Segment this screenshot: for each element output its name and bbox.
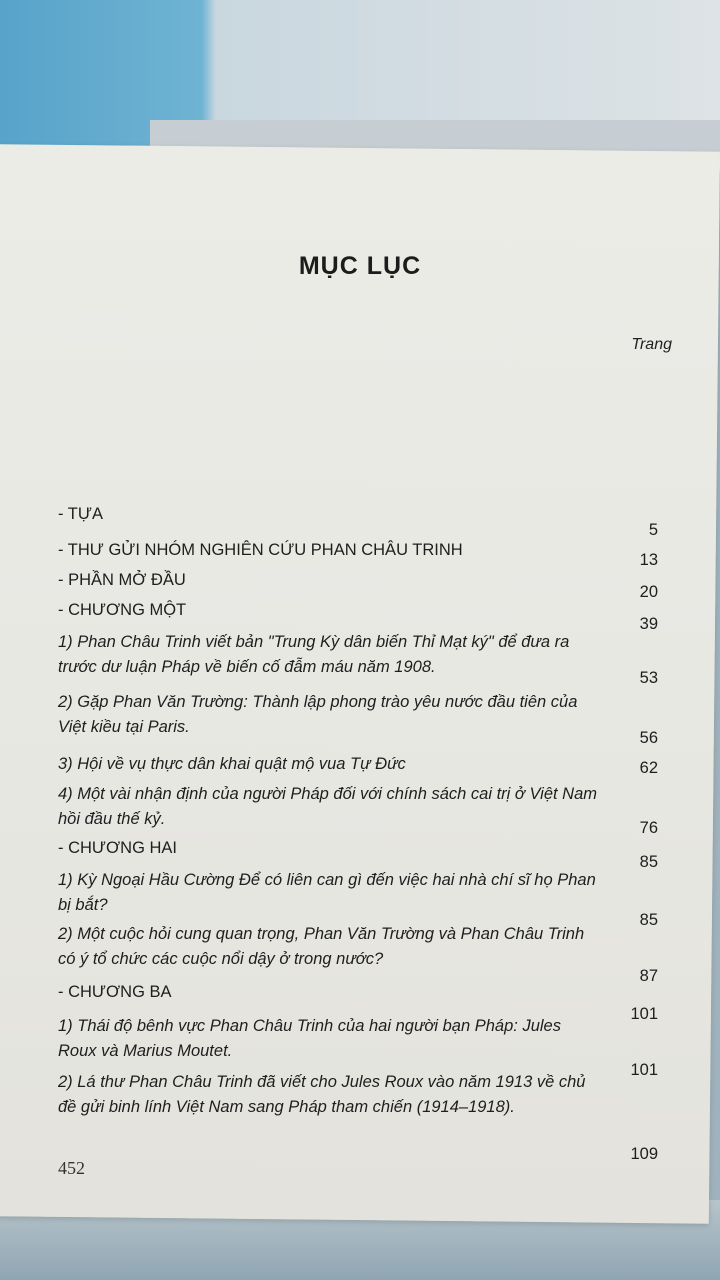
toc-entry-text: 1) Kỳ Ngoại Hầu Cường Để có liên can gì đến việc hai nhà chí sĩ họ Phan bị bắt? [58, 871, 596, 914]
toc-entry-page: 62 [639, 759, 658, 777]
toc-entry [58, 782, 658, 837]
toc-entry [58, 836, 658, 871]
toc-entry [58, 980, 658, 1023]
toc-entry-page: 20 [639, 583, 658, 601]
toc-entry-text: 3) Hội về vụ thực dân khai quật mộ vua Tự Đức [58, 755, 406, 773]
toc-entry [58, 868, 658, 929]
toc-entry [58, 568, 658, 601]
page-column-label: Trang [631, 336, 672, 353]
toc-entry-page: 39 [639, 615, 658, 633]
toc-entry [58, 538, 658, 569]
toc-entry-page: 53 [639, 669, 658, 687]
toc-entry [58, 502, 658, 539]
toc-entry-page: 5 [648, 521, 658, 539]
toc-entry-page: 109 [630, 1145, 658, 1163]
toc-entry-text: 2) Một cuộc hỏi cung quan trọng, Phan Văn Trường và Phan Châu Trinh có ý tổ chức các cuộc nổi dậy ở trong nước? [58, 925, 585, 968]
toc-entry-page: 13 [639, 551, 658, 569]
toc-entry [58, 1070, 658, 1163]
toc-entry-page: 56 [639, 729, 658, 747]
toc-entry-page: 85 [639, 911, 658, 929]
toc-entry-text: 2) Gặp Phan Văn Trường: Thành lập phong trào yêu nước đầu tiên của Việt kiều tại Paris. [58, 693, 578, 736]
toc-entry [58, 752, 658, 777]
toc-entry-text: - THƯ GỬI NHÓM NGHIÊN CỨU PHAN CHÂU TRINH [58, 541, 463, 559]
toc-entry-page: 87 [639, 967, 658, 985]
toc-entry-text: - PHẦN MỞ ĐẦU [58, 571, 186, 589]
toc-entry-page: 85 [639, 853, 658, 871]
toc-entry [58, 630, 658, 687]
toc-entry [58, 690, 658, 747]
toc-entry-page: 101 [630, 1005, 658, 1023]
page-title: MỤC LỤC [298, 252, 422, 280]
toc-entry-text: - CHƯƠNG MỘT [58, 601, 187, 619]
toc-entry-text: 2) Lá thư Phan Châu Trinh đã viết cho Jules Roux vào năm 1913 về chủ đề gửi binh lính Việt Nam sang Pháp tham chiến (1914–1918). [58, 1073, 586, 1116]
toc-entry-page: 101 [630, 1061, 658, 1079]
toc-entry-page: 76 [639, 819, 658, 837]
toc-entry [58, 598, 658, 633]
page-number-folio: 452 [58, 1158, 85, 1178]
toc-entry-text: 1) Phan Châu Trinh viết bản "Trung Kỳ dân biến Thỉ Mạt ký" để đưa ra trước dư luận Pháp về biến cố đẫm máu năm 1908. [58, 633, 570, 676]
toc-entry-text: - CHƯƠNG HAI [58, 839, 177, 857]
toc-entry-text: - CHƯƠNG BA [58, 983, 172, 1001]
toc-entry [58, 1014, 658, 1079]
toc-entry-text: 4) Một vài nhận định của người Pháp đối với chính sách cai trị ở Việt Nam hồi đầu thế kỷ. [58, 785, 598, 828]
toc-entry [58, 922, 658, 985]
toc-entry-text: 1) Thái độ bênh vực Phan Châu Trinh của hai người bạn Pháp: Jules Roux và Marius Moutet. [58, 1017, 561, 1060]
toc-entry-text: - TỰA [58, 505, 103, 523]
